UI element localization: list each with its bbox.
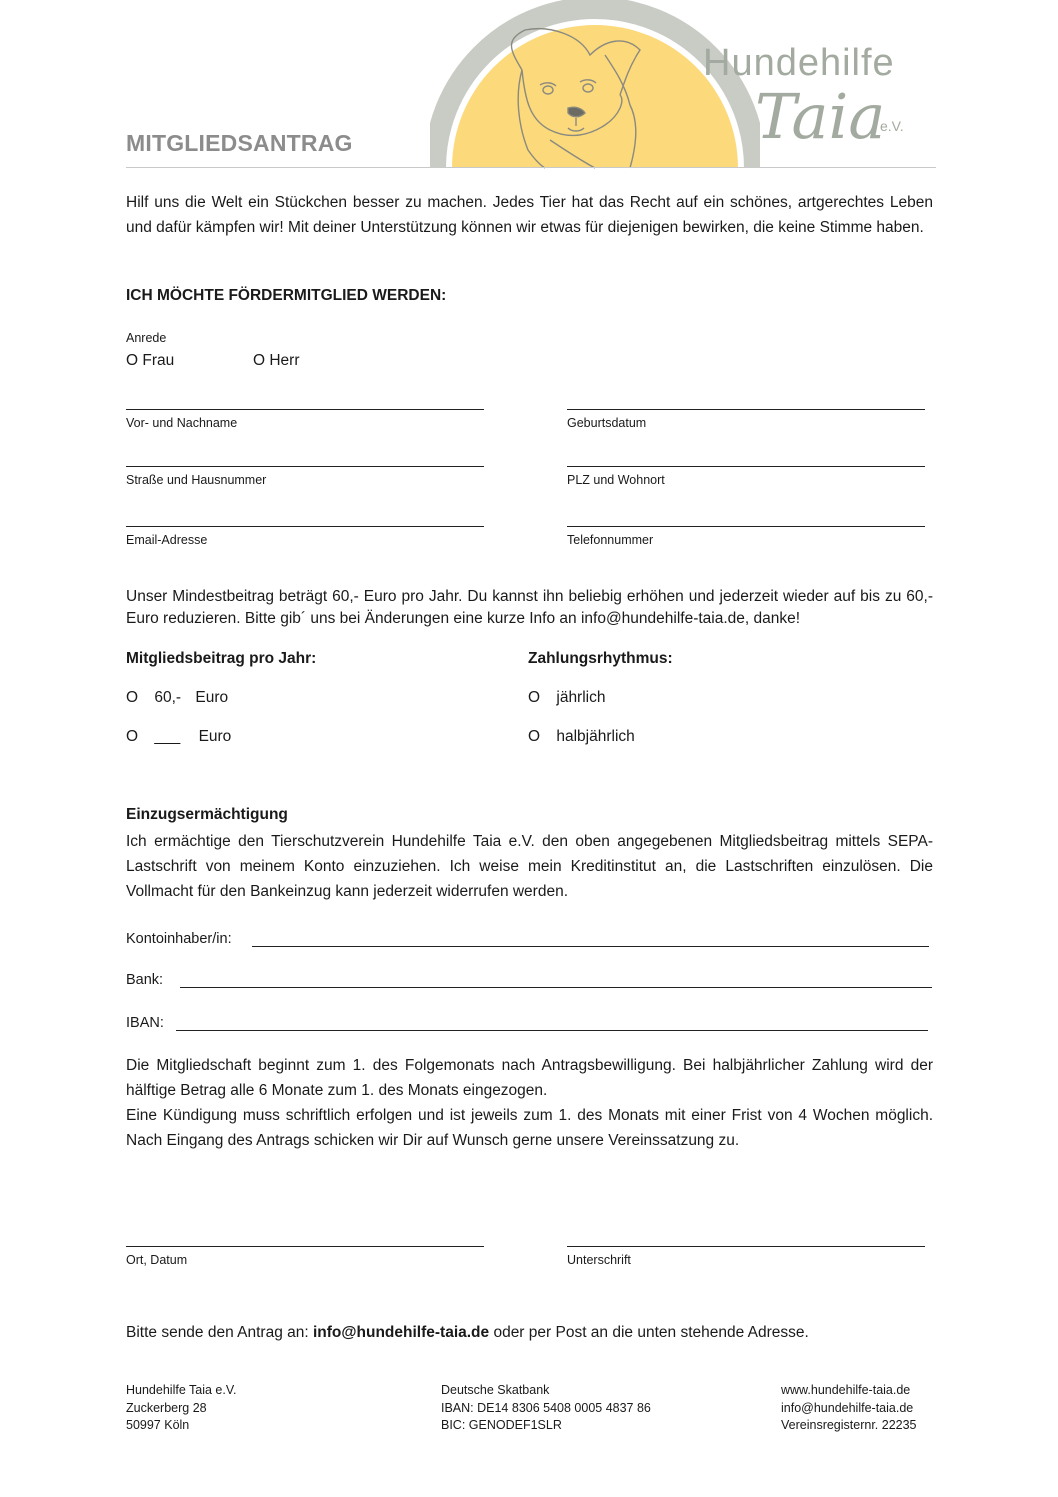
salutation-option-herr[interactable]: O Herr — [253, 352, 300, 369]
rhythm-option-yearly[interactable] — [528, 689, 605, 707]
brand-suffix: e.V. — [880, 118, 904, 134]
footer-bank — [441, 1382, 651, 1435]
footer-org-name: Hundehilfe Taia e.V. — [126, 1383, 237, 1397]
iban-line[interactable] — [176, 1030, 928, 1031]
street-field-line[interactable] — [126, 466, 484, 467]
send-instructions — [126, 1324, 809, 1342]
fee-option-60-amount: 60,- — [154, 689, 182, 706]
fee-option-60[interactable] — [126, 689, 228, 707]
phone-field-label: Telefonnummer — [567, 533, 654, 547]
footer-contact — [781, 1382, 917, 1435]
terms-cancellation: Eine Kündigung muss schriftlich erfolgen und ist jeweils zum 1. des Monats mit einer Frist von 4 Wochen möglich. Nach Eingang des Antrags schicken wir Dir auf Wunsch gerne unsere Vereinssatzung zu. — [126, 1107, 933, 1149]
footer-bank-name: Deutsche Skatbank — [441, 1383, 550, 1397]
send-email-link[interactable]: info@hundehilfe-taia.de — [313, 1324, 490, 1341]
mandate-heading: Einzugsermächtigung — [126, 806, 288, 823]
footer-website-link[interactable]: www.hundehilfe-taia.de — [781, 1383, 911, 1397]
name-field-label: Vor- und Nachname — [126, 416, 238, 430]
fee-option-custom[interactable] — [126, 728, 231, 746]
mandate-text: Ich ermächtige den Tierschutzverein Hundehilfe Taia e.V. den oben angegebenen Mitgliedsbeitrag mittels SEPA-Lastschrift von meinem Konto einzuziehen. Ich weise mein Kreditinstitut an, die Lastschriften einzulösen. Die Vollmacht für den Bankeinzug kann jederzeit widerrufen werden. — [126, 833, 933, 900]
terms-membership: Die Mitgliedschaft beginnt zum 1. des Folgemonats nach Antragsbewilligung. Bei halbjährlicher Zahlung wird der hälftige Betrag alle 6 Monate zum 1. des Monats eingezogen. — [126, 1057, 933, 1099]
bank-line[interactable] — [180, 987, 932, 988]
place-date-label: Ort, Datum — [126, 1253, 188, 1267]
birthdate-field-line[interactable] — [567, 409, 925, 410]
rhythm-heading: Zahlungsrhythmus: — [528, 650, 673, 667]
rhythm-option-halfyearly-label: halbjährlich — [556, 728, 635, 745]
fee-option-60-mark: O — [126, 689, 139, 706]
section-heading: ICH MÖCHTE FÖRDERMITGLIED WERDEN: — [126, 287, 447, 304]
fee-option-custom-mark: O — [126, 728, 139, 745]
send-prefix: Bitte sende den Antrag an: — [126, 1324, 313, 1341]
fee-info-text: Unser Mindestbeitrag beträgt 60,- Euro pro Jahr. Du kannst ihn beliebig erhöhen und jederzeit wieder auf bis zu 60,- Euro reduzieren. Bitte gib´ uns bei Änderungen eine kurze Info an info@hundehilfe-taia.de, danke! — [126, 588, 933, 627]
logo-dog-icon — [430, 0, 760, 170]
rhythm-option-yearly-label: jährlich — [556, 689, 606, 706]
place-date-line[interactable] — [126, 1246, 484, 1247]
email-field-line[interactable] — [126, 526, 484, 527]
name-field-line[interactable] — [126, 409, 484, 410]
street-field-label: Straße und Hausnummer — [126, 473, 267, 487]
fee-option-custom-unit: Euro — [198, 728, 232, 745]
rhythm-option-halfyearly[interactable] — [528, 728, 635, 746]
rhythm-option-halfyearly-mark: O — [528, 728, 541, 745]
bank-label: Bank: — [126, 972, 164, 988]
footer-registry: Vereinsregisternr. 22235 — [781, 1418, 917, 1432]
footer-address — [126, 1382, 237, 1435]
footer-city: 50997 Köln — [126, 1418, 190, 1432]
signature-label: Unterschrift — [567, 1253, 631, 1267]
fee-option-custom-amount[interactable]: ___ — [154, 728, 181, 745]
footer-street: Zuckerberg 28 — [126, 1400, 207, 1415]
account-holder-label: Kontoinhaber/in: — [126, 931, 232, 947]
send-suffix: oder per Post an die unten stehende Adresse. — [489, 1324, 809, 1341]
email-field-label: Email-Adresse — [126, 533, 208, 547]
brand-name-line2: Taia — [755, 80, 886, 153]
signature-line[interactable] — [567, 1246, 925, 1247]
footer-iban: IBAN: DE14 8306 5408 0005 4837 86 — [441, 1400, 651, 1415]
header-divider — [126, 167, 936, 168]
phone-field-line[interactable] — [567, 526, 925, 527]
fee-heading: Mitgliedsbeitrag pro Jahr: — [126, 650, 317, 667]
birthdate-field-label: Geburtsdatum — [567, 416, 647, 430]
rhythm-option-yearly-mark: O — [528, 689, 541, 706]
city-field-line[interactable] — [567, 466, 925, 467]
city-field-label: PLZ und Wohnort — [567, 473, 665, 487]
fee-option-60-unit: Euro — [195, 689, 229, 706]
account-holder-line[interactable] — [252, 946, 929, 947]
salutation-label: Anrede — [126, 331, 167, 345]
intro-text: Hilf uns die Welt ein Stückchen besser zu machen. Jedes Tier hat das Recht auf ein schönes, artgerechtes Leben und dafür kämpfen wir! Mit deiner Unterstützung können wir etwas für diejenigen bewirken, die keine Stimme haben. — [126, 194, 933, 236]
footer-email-link[interactable]: info@hundehilfe-taia.de — [781, 1400, 914, 1415]
iban-label: IBAN: — [126, 1015, 164, 1031]
page-title: MITGLIEDSANTRAG — [126, 130, 353, 156]
salutation-option-frau[interactable]: O Frau — [126, 352, 175, 369]
footer-bic: BIC: GENODEF1SLR — [441, 1418, 562, 1432]
brand-name-line1: Hundehilfe — [703, 42, 895, 84]
